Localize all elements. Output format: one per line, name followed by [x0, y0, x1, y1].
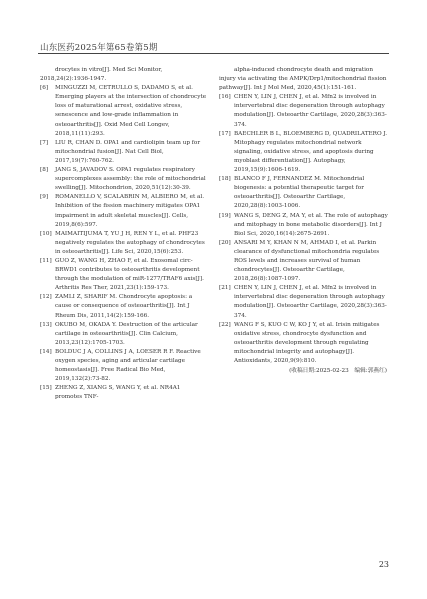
reference-text: drocytes in vitro[J]. Med Sci Monitor, 2018,24(2):1936-1947. — [40, 67, 163, 83]
reference-item — [219, 212, 389, 239]
reference-number: [16] — [219, 94, 231, 101]
reference-item — [219, 321, 389, 366]
reference-item — [219, 284, 389, 320]
reference-text: MINGUZZI M, CETRULLO S, DADAMO S, et al. Emerging players at the intersection of chondrocyte loss of maturational arrest, oxidative stress, senescence and low-grade inflammation in osteoarthritis[J]. Oxid Med Cell Longev, 2018,11(11):293. — [55, 85, 207, 137]
reference-number: [13] — [40, 321, 52, 328]
reference-number: [12] — [40, 294, 52, 301]
reference-item — [40, 384, 207, 402]
reference-text: ANSARI M Y, KHAN N M, AHMAD I, et al. Parkin clearance of dysfunctional mitochondria regulates ROS levels and increases survival of human chondrocytes[J]. Osteoarthr Cartilage, 2018,26(8):1087-1097. — [234, 239, 380, 283]
reference-item — [40, 84, 207, 139]
reference-text: BAECHLER B L, BLOEMBERG D, QUADRILATERO J. Mitophagy regulates mitochondrial network signaling, oxidative stress, and apoptosis during myoblast differentiation[J]. Autophagy, 2019,15(9):1606-1619. — [234, 130, 388, 174]
reference-text: LIU R, CHAN D. OPA1 and cardiolipin team up for mitochondrial fusion[J]. Nat Cell Biol, 2017,19(7):760-762. — [55, 139, 201, 164]
reference-item — [40, 293, 207, 320]
header-divider — [38, 53, 389, 54]
reference-text: CHEN Y, LIN J, CHEN J, et al. Mfn2 is involved in intervertebral disc degeneration through autophagy modulation[J]. Osteoarthr Cartilage, 2020,28(3):363-374. — [234, 285, 387, 319]
reference-column-right — [219, 66, 389, 376]
reference-item — [40, 66, 207, 84]
reference-number: [7] — [40, 139, 49, 146]
reference-item — [219, 175, 389, 211]
reference-item — [40, 257, 207, 293]
reference-item — [40, 139, 207, 166]
reference-text: GUO Z, WANG H, ZHAO F, et al. Exosomal circ-BRWD1 contributes to osteoarthritis development through the modulation of miR-1277/TRAF6 axis[J]. Arthritis Res Ther, 2021,23(1):159-173. — [55, 257, 204, 292]
reference-number: [14] — [40, 348, 52, 355]
reference-number: [8] — [40, 167, 49, 174]
reference-number: [17] — [219, 130, 231, 137]
reference-item — [40, 230, 207, 257]
reference-column-left — [40, 66, 207, 402]
reference-text: ZHENG Z, XIANG S, WANG Y, et al. NR4A1 promotes TNF- — [55, 385, 181, 401]
reference-text: JANG S, JAVADOV S. OPA1 regulates respiratory supercomplexes assembly: the role of mitochondrial swelling[J]. Mitochondrion, 2020,51(12):30-39. — [55, 167, 206, 192]
page-number: 23 — [378, 560, 389, 569]
reference-text: alpha-induced chondrocyte death and migration injury via activating the AMPK/Drp1/mitochondrial fission pathway[J]. Int J Mol Med, 2020,45(1):151-161. — [219, 67, 387, 92]
reference-item — [219, 66, 389, 93]
reference-text: ZAMLI Z, SHARIF M. Chondrocyte apoptosis: a cause or consequence of osteoarthritis[J]. Int J Rheum Dis, 2011,14(2):159-166. — [55, 294, 193, 319]
reference-text: BLANCO F J, FERNANDEZ M. Mitochondrial biogenesis: a potential therapeutic target for osteoarthritis[J]. Osteoarthr Cartilage, 2020,28(8):1003-1006. — [234, 176, 365, 210]
reference-list-right — [219, 66, 389, 366]
reference-number: [18] — [219, 176, 231, 183]
received-date-note: (收稿日期:2025-02-23 编辑:郭燕红) — [289, 368, 387, 375]
reference-number: [21] — [219, 285, 231, 292]
reference-text: CHEN Y, LIN J, CHEN J, et al. Mfn2 is involved in intervertebral disc degeneration through autophagy modulation[J]. Osteoarthr Cartilage, 2020,28(3):363-374. — [234, 94, 387, 128]
reference-item — [219, 130, 389, 175]
reference-number: [20] — [219, 239, 231, 246]
reference-text: BOLDUC J A, COLLINS J A, LOESER R F. Reactive oxygen species, aging and articular cartilage homeostasis[J]. Free Radical Bio Med, 2019,132(2):73-82. — [55, 348, 201, 383]
reference-item — [40, 166, 207, 193]
reference-text: OKUBO M, OKADA Y. Destruction of the articular cartilage in osteoarthritis[J]. Clin Calcium, 2013,23(12):1705-1703. — [55, 321, 198, 346]
reference-item — [219, 239, 389, 284]
reference-number: [22] — [219, 321, 231, 328]
reference-number: [11] — [40, 257, 52, 264]
reference-item — [40, 193, 207, 229]
reference-number: [10] — [40, 230, 52, 237]
reference-text: WANG S, DENG Z, MA Y, et al. The role of autophagy and mitophagy in bone metabolic disorders[J]. Int J Biol Sci, 2020,16(14):2675-2691. — [234, 212, 388, 237]
reference-number: [6] — [40, 85, 49, 92]
reference-text: WANG F S, KUO C W, KO J Y, et al. Irisin mitigates oxidative stress, chondrocyte dysfunction and osteoarthritis development through regulating mitochondrial integrity and autophagy[J]. Antioxidants, 2020,9(9):810. — [234, 321, 380, 364]
reference-number: [15] — [40, 385, 52, 392]
reference-text: ROMANELLO V, SCALABRIN M, ALBIERO M, et al. Inhibition of the fission machinery mitigates OPA1 impairment in adult skeletal muscles[J]. Cells, 2019,8(6):597. — [55, 194, 205, 228]
reference-item — [219, 93, 389, 129]
reference-item — [40, 348, 207, 384]
journal-header: 山东医药2025年第65卷第5期 — [40, 43, 158, 53]
reference-text: MAIMAITIJUMA T, YU J H, REN Y L, et al. PHF23 negatively regulates the autophagy of chondrocytes in osteoarthritis[J]. Life Sci, 2020,15(6):253. — [55, 230, 205, 255]
reference-number: [9] — [40, 194, 49, 201]
reference-item — [40, 321, 207, 348]
reference-number: [19] — [219, 212, 231, 219]
